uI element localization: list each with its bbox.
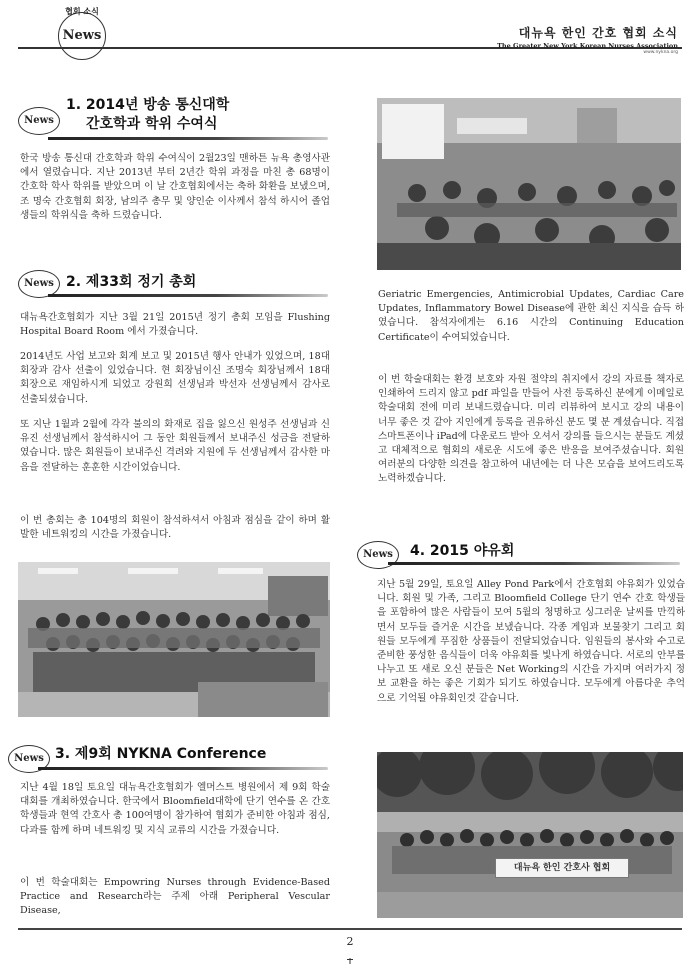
section-2-p4: 이 번 총회는 총 104명의 회원이 참석하셔서 아침과 점심을 같이 하며 활발한 네트워킹의 시간을 가졌습니다. bbox=[20, 515, 330, 541]
section-4-news-label: News bbox=[357, 541, 399, 569]
ornament-icon bbox=[347, 958, 353, 964]
picnic-photo-art bbox=[377, 752, 683, 918]
masthead-badge-top: 협회 소식 bbox=[65, 7, 99, 16]
section-1-title-line2: 간호학과 학위 수여식 bbox=[86, 116, 218, 132]
section-1-title-line1: 1. 2014년 방송 통신대학 bbox=[66, 97, 230, 113]
conference-photo bbox=[377, 98, 681, 270]
masthead-url: www.nyknа.org bbox=[643, 50, 678, 55]
picnic-group-photo bbox=[377, 752, 683, 918]
section-3-title: 3. 제9회 NYKNA Conference bbox=[55, 746, 267, 762]
page-number-ornament bbox=[347, 949, 353, 955]
section-2-p1: 대뉴욕간호협회가 지난 3월 21일 2015년 정기 총회 모임을 Flushing Hospital Board Room 에서 가졌습니다. bbox=[20, 312, 330, 338]
section-2-rule bbox=[48, 294, 328, 297]
section-4-rule bbox=[388, 562, 680, 565]
section-1-news-label: News bbox=[18, 107, 60, 135]
section-2-p3: 또 지난 1월과 2월에 각각 불의의 화재로 집을 잃으신 원성주 선생님과 신유진 선생님께서 참석하시어 그 동안 회원들께서 보내주신 성금을 전달하였습니다. 많은 회원들이 보내주신 격려와 지원에 두 선생님께서 감사한 마음을 전달하는 훈훈한 시간이었습니다. bbox=[20, 419, 330, 473]
section-4-body: 지난 5월 29일, 토요일 Alley Pond Park에서 간호협회 야유회가 있었습니다. 회원 및 가족, 그리고 Bloomfield College 단기 연수 간호 학생들을 포함하여 많은 사람들이 모여 5월의 청명하고 싱그러운 날씨를 만끽하면서 모두들 즐거운 시간을 보냈습니다. 각종 게임과 보물찾기 그리고 회원들 모두에게 푸짐한 상품들이 전달되었습니다. 임원들의 봉사와 수고로 준비한 풍성한 음식들이 더욱 야유회를 빛나게 하였습니다. 서로의 안부를 나누고 또 새로 오신 분들은 Net Working의 시간을 가지며 여러가지 정보 교환을 하는 좋은 기회가 되기도 하였습니다. 모두에게 아름다운 추억으로 기억될 야유회인것 같습니다. bbox=[377, 579, 685, 704]
masthead-title-en: The Greater New York Korean Nurses Association bbox=[497, 42, 678, 50]
section-2-p2: 2014년도 사업 보고와 회계 보고 및 2015년 행사 안내가 있었으며, 18대 회장과 감사 선출이 있었습니다. 현 회장님이신 조명숙 회장님께서 18대 회장으로 재임하시게 되었고 강원희 선생님과 박선자 선생님께서 감사로 선출되셨습니다. bbox=[20, 351, 330, 405]
section-3-p2: 이 번 학술대회는 Empowring Nurses through Evidence-Based Practice and Research라는 주제 아래 Peripheral Vescular Disease, bbox=[20, 877, 330, 917]
masthead-badge-word: News bbox=[62, 28, 102, 43]
picnic-banner: 대뉴욕 한인 간호사 협회 bbox=[495, 858, 629, 878]
section-3-p1: 지난 4월 18일 토요일 대뉴욕간호협회가 엘머스트 병원에서 제 9회 학술대회를 개최하였습니다. 한국에서 Bloomfield대학에 단기 연수를 온 간호 학생들과 현역 간호사 총 100여명이 참가하여 협회가 준비한 아침과 점심, 다과를 함께 하며 네트워킹 및 지식 교류의 시간을 가졌습니다. bbox=[20, 782, 330, 836]
general-meeting-group-photo bbox=[18, 562, 330, 717]
footer-rule bbox=[18, 928, 682, 930]
section-3-p3: Geriatric Emergencies, Antimicrobial Updates, Cardiac Care Updates, Inflammatory Bowel Disease에 관한 최신 지식을 습득 하였습니다. 참석자에게는 6.16 시간의 Continuing Education Certificate이 수여되었습니다. bbox=[378, 289, 684, 343]
section-3-news-label: News bbox=[8, 745, 50, 773]
masthead-title bbox=[497, 24, 678, 55]
conference-photo-art bbox=[377, 98, 681, 270]
masthead-title-ko: 대뉴욕 한인 간호 협회 소식 bbox=[518, 26, 678, 40]
section-1-body: 한국 방송 통신대 간호학과 학위 수여식이 2월23일 맨하튼 뉴욕 총영사관에서 열렸습니다. 지난 2013년 부터 2년간 학위 과정을 마친 총 68명이 간호학 학사 학위를 받았으며 이 날 간호협회에서는 축하 화환을 보냈으며, 조 명숙 간호협회 회장, 남의주 총무 및 양인순 이사께서 참석 하시어 졸업생들의 학위식을 축하 드렸습니다. bbox=[20, 153, 330, 221]
section-2-title: 2. 제33회 정기 총회 bbox=[66, 274, 197, 290]
section-3-p4: 이 번 학술대회는 환경 보호와 자원 절약의 취지에서 강의 자료를 책자로 인쇄하여 드리지 않고 pdf 파일을 만들어 사전 등록하신 분에게 이메일로 학술대회 전에 미리 보내드렸습니다. 미리 리뷰하여 보시고 강의 내용이 너무 좋은 것 같아 지인에게 등록을 권유하신 분도 몇 분 계셨습니다. 직접 스마트폰이나 iPad에 다운로드 받아 오셔서 강의를 들으시는 분들도 계셨고 대체적으로 협회의 새로운 시도에 좋은 반응을 보여주셨습니다. 회원 여러분의 다양한 의견을 참고하여 내년에는 더 나은 모습을 보여드리도록 노력하겠습니다. bbox=[378, 374, 684, 485]
page-number: 2 bbox=[346, 935, 354, 948]
masthead-news-badge bbox=[58, 7, 106, 60]
section-3-rule bbox=[38, 767, 328, 770]
general-meeting-photo-art bbox=[18, 562, 330, 717]
section-4-title: 4. 2015 야유회 bbox=[410, 543, 515, 559]
section-2-news-label: News bbox=[18, 270, 60, 298]
section-1-rule bbox=[48, 137, 328, 140]
